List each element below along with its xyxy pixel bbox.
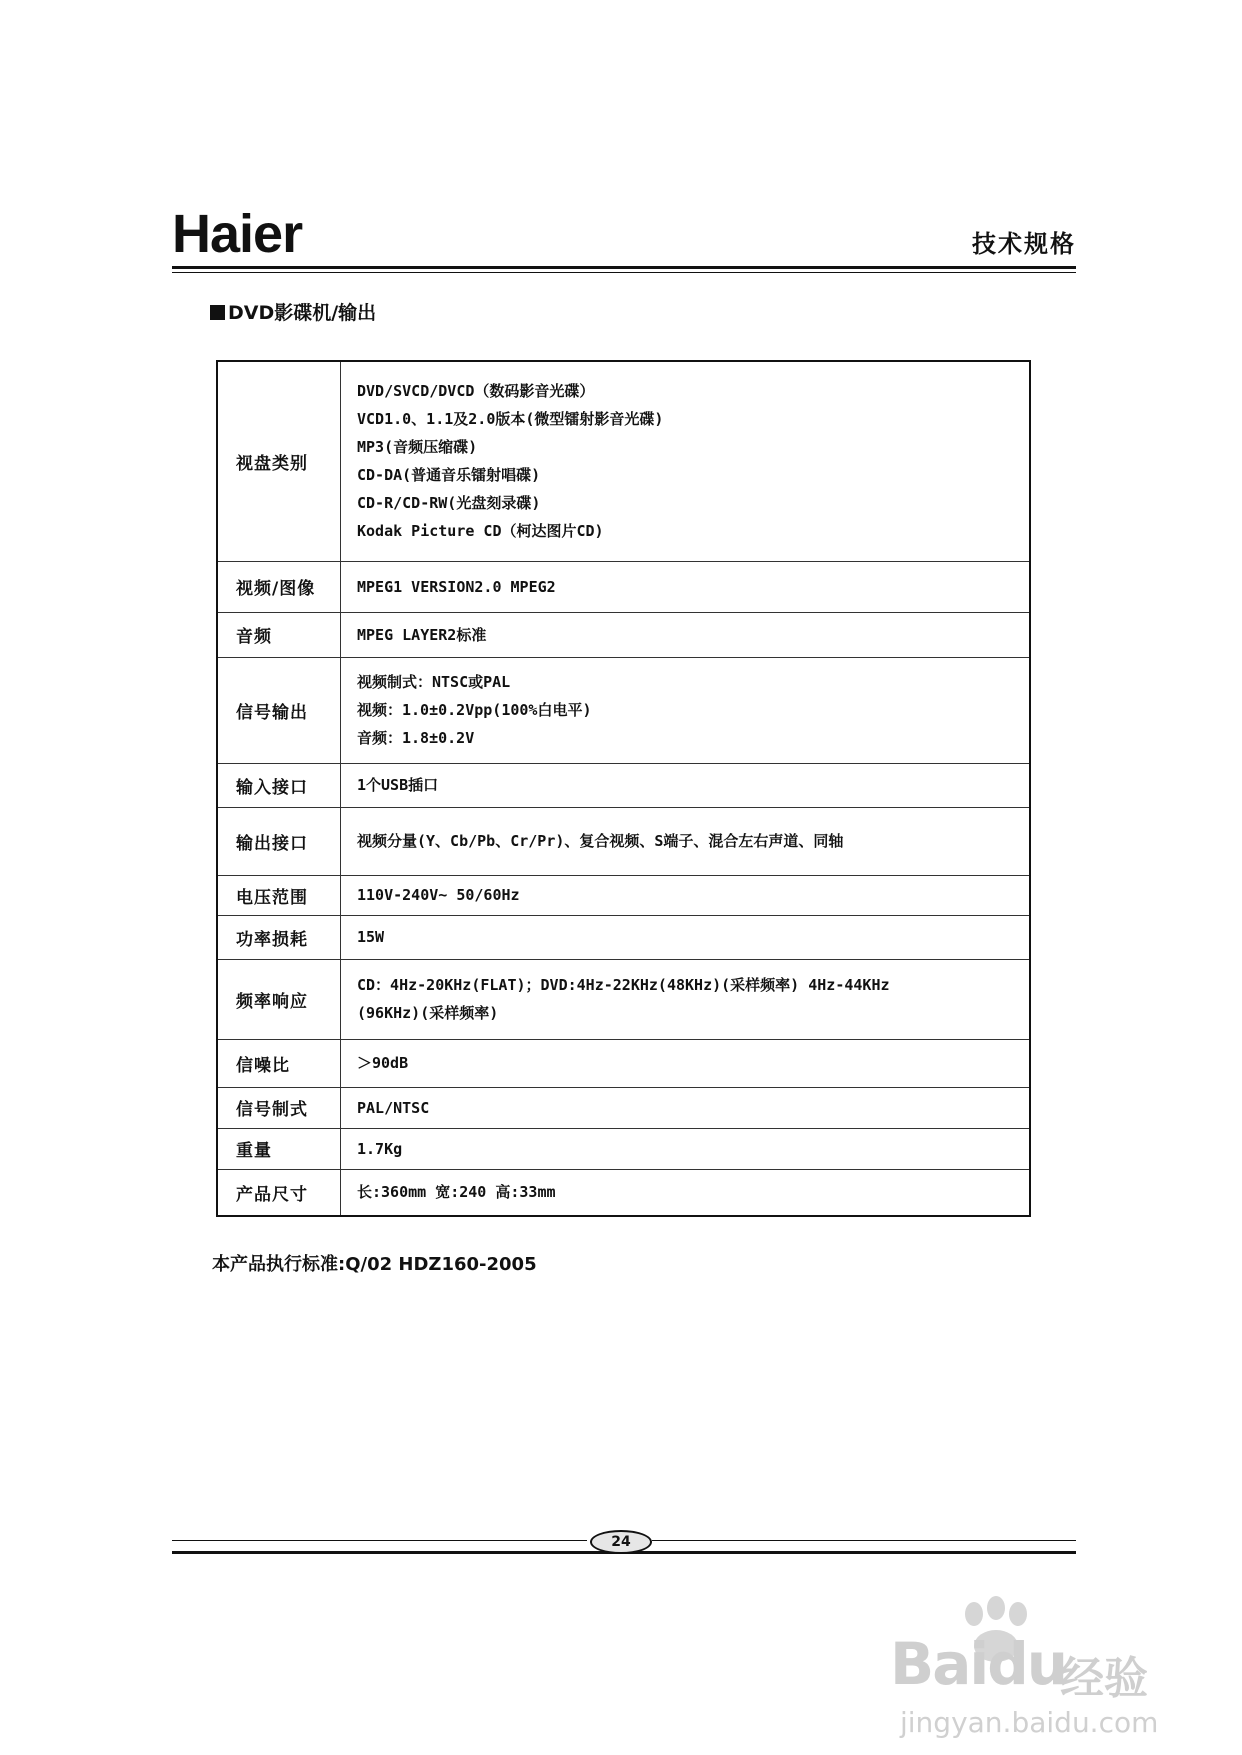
spec-line: 视频：1.0±0.2Vpp(100%白电平) <box>357 701 592 719</box>
spec-label: 产品尺寸 <box>217 1169 341 1216</box>
spec-label: 输入接口 <box>217 763 341 807</box>
spec-value <box>341 657 1031 763</box>
table-row <box>217 959 1030 1039</box>
table-row <box>217 807 1030 875</box>
page-subtitle <box>210 298 376 325</box>
spec-label: 输出接口 <box>217 807 341 875</box>
table-row <box>217 612 1030 657</box>
spec-line: 音频：1.8±0.2V <box>357 729 475 747</box>
spec-line: 1个USB插口 <box>357 776 439 794</box>
spec-line: 长:360mm 宽:240 高:33mm <box>357 1183 556 1202</box>
spec-value <box>341 875 1031 915</box>
watermark-url: jingyan.baidu.com <box>900 1706 1159 1739</box>
section-title: 技术规格 <box>972 230 1076 258</box>
spec-line: 1.7Kg <box>357 1139 403 1158</box>
spec-line: VCD1.0、1.1及2.0版本(微型镭射影音光碟) <box>357 410 664 429</box>
footer-rule-right <box>652 1540 1076 1541</box>
spec-table <box>216 360 1031 1217</box>
table-row <box>217 763 1030 807</box>
spec-label: 信号输出 <box>217 657 341 763</box>
table-row <box>217 1087 1030 1128</box>
page-number: 24 <box>590 1530 652 1554</box>
spec-label: 视频/图像 <box>217 561 341 612</box>
spec-label: 信号制式 <box>217 1087 341 1128</box>
spec-line: (96KHz)(采样频率) <box>357 1004 499 1022</box>
watermark-brand <box>890 1630 1066 1698</box>
spec-line: MPEG LAYER2标准 <box>357 625 487 644</box>
spec-line: ＞90dB <box>357 1054 409 1072</box>
spec-line: CD-R/CD-RW(光盘刻录碟) <box>357 494 541 513</box>
table-row <box>217 361 1030 561</box>
table-row <box>217 875 1030 915</box>
header-rule-thin <box>172 272 1076 273</box>
table-row <box>217 1128 1030 1169</box>
watermark-brand-text: Bai <box>890 1630 988 1698</box>
baidu-watermark <box>880 1590 1180 1740</box>
spec-label: 音频 <box>217 612 341 657</box>
table-row <box>217 561 1030 612</box>
product-standard: 本产品执行标准:Q/02 HDZ160-2005 <box>212 1254 537 1275</box>
spec-line: 视频分量(Y、Cb/Pb、Cr/Pr)、复合视频、S端子、混合左右声道、同轴 <box>357 832 844 850</box>
spec-line: PAL/NTSC <box>357 1098 430 1117</box>
footer-rule-left <box>172 1540 587 1541</box>
spec-value <box>341 361 1031 561</box>
spec-value <box>341 915 1031 959</box>
spec-line: Kodak Picture CD（柯达图片CD) <box>357 522 604 541</box>
square-bullet-icon <box>210 305 225 320</box>
spec-label: 信噪比 <box>217 1039 341 1087</box>
spec-label: 功率损耗 <box>217 915 341 959</box>
spec-line: CD-DA(普通音乐镭射唱碟) <box>357 466 541 485</box>
spec-line: DVD/SVCD/DVCD（数码影音光碟） <box>357 382 595 401</box>
table-row <box>217 1169 1030 1216</box>
haier-logo: Haier <box>172 204 303 264</box>
spec-line: MPEG1 VERSION2.0 MPEG2 <box>357 577 556 596</box>
spec-value <box>341 1039 1031 1087</box>
table-row <box>217 1039 1030 1087</box>
watermark-brand-suffix: du <box>987 1630 1067 1698</box>
spec-label: 频率响应 <box>217 959 341 1039</box>
spec-value <box>341 561 1031 612</box>
table-row <box>217 657 1030 763</box>
spec-value <box>341 959 1031 1039</box>
spec-line: CD：4Hz-20KHz(FLAT)；DVD:4Hz-22KHz(48KHz)(采样频率) 4Hz-44KHz <box>357 976 890 994</box>
spec-value <box>341 807 1031 875</box>
spec-value <box>341 1128 1031 1169</box>
spec-line: 15W <box>357 928 385 946</box>
spec-value <box>341 1169 1031 1216</box>
header-rule-thick <box>172 266 1076 269</box>
spec-value <box>341 612 1031 657</box>
spec-label: 电压范围 <box>217 875 341 915</box>
watermark-brand-cn: 经验 <box>1060 1653 1148 1704</box>
spec-label: 重量 <box>217 1128 341 1169</box>
spec-value <box>341 763 1031 807</box>
subtitle-text: DVD影碟机/输出 <box>228 302 377 324</box>
spec-line: 110V-240V~ 50/60Hz <box>357 886 520 904</box>
spec-label: 视盘类别 <box>217 361 341 561</box>
spec-line: MP3(音频压缩碟) <box>357 438 478 457</box>
spec-value <box>341 1087 1031 1128</box>
table-row <box>217 915 1030 959</box>
spec-line: 视频制式：NTSC或PAL <box>357 673 511 691</box>
